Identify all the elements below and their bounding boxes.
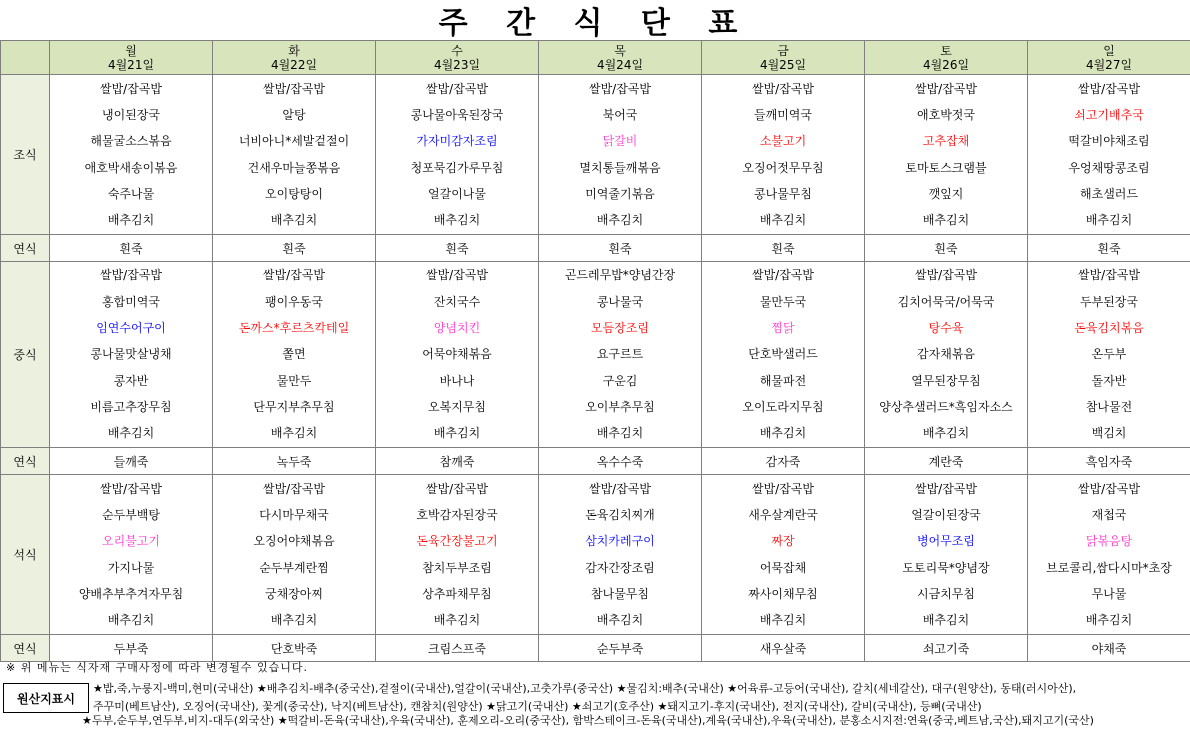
breakfast-label: 조식 (1, 75, 50, 235)
change-notice: ※ 위 메뉴는 식자재 구매사정에 따라 변경될수 있습니다. (6, 661, 308, 674)
menu-cell (865, 475, 1028, 635)
menu-item: 쌀밥/잡곡밥 (1077, 268, 1140, 283)
menu-item: 애호박새송이볶음 (84, 160, 178, 175)
menu-cell (50, 75, 213, 235)
menu-item: 배추김치 (270, 426, 318, 441)
snack-cell: 크림스프죽 (376, 635, 539, 662)
origin-line: ★밥,죽,누룽지-백미,현미(국내산) ★배추김치-배추(중국산),겉절이(국내산),얼갈이(국내산),고춧가루(중국산) ★물김치:배추(국내산) ★어육류-고등어(국내산), 갈치(세네갈산), 대구(원양산), 동태(러시아산), (93, 682, 1077, 695)
menu-item: 탕수육 (928, 321, 964, 336)
menu-item: 배추김치 (107, 613, 155, 628)
menu-item: 북어국 (602, 107, 638, 122)
menu-item: 배추김치 (107, 213, 155, 228)
menu-item: 돈까스*후르츠칵테일 (238, 321, 350, 336)
menu-item: 잔치국수 (433, 294, 481, 309)
menu-item: 궁채장아찌 (265, 586, 323, 601)
menu-item: 떡갈비야채조림 (1068, 134, 1150, 149)
menu-item: 쌀밥/잡곡밥 (262, 268, 325, 283)
menu-cell (376, 75, 539, 235)
menu-item: 물만두국 (759, 294, 807, 309)
menu-item: 해물파전 (759, 373, 807, 388)
menu-item: 콩나물아욱된장국 (410, 107, 504, 122)
day-header: 일 4월27일 (1028, 41, 1190, 75)
menu-item: 브로콜리,쌈다시마*초장 (1046, 560, 1172, 575)
menu-item: 숙주나물 (107, 186, 155, 201)
snack-cell: 계란죽 (865, 448, 1028, 475)
menu-item: 쌀밥/잡곡밥 (588, 81, 651, 96)
menu-item: 돈육김치찌개 (585, 507, 655, 522)
menu-cell (1028, 475, 1190, 635)
menu-item: 토마토스크램블 (905, 160, 987, 175)
day-header: 토 4월26일 (865, 41, 1028, 75)
menu-item: 쌀밥/잡곡밥 (425, 81, 488, 96)
dinner-snack-row (1, 635, 1190, 662)
menu-item: 쌀밥/잡곡밥 (914, 481, 977, 496)
menu-item: 배추김치 (1085, 613, 1133, 628)
menu-item: 배추김치 (433, 213, 481, 228)
menu-item: 다시마무채국 (259, 507, 329, 522)
menu-item: 새우살계란국 (748, 507, 818, 522)
menu-item: 배추김치 (922, 213, 970, 228)
menu-item: 배추김치 (107, 426, 155, 441)
menu-item: 팽이우동국 (265, 294, 323, 309)
menu-item: 건새우마늘쫑볶음 (247, 160, 341, 175)
menu-cell (50, 475, 213, 635)
day-header: 월 4월21일 (50, 41, 213, 75)
menu-cell (702, 262, 865, 448)
menu-item: 병어무조림 (917, 534, 975, 549)
menu-cell (865, 262, 1028, 448)
menu-item: 콩자반 (113, 373, 149, 388)
menu-item: 냉이된장국 (102, 107, 160, 122)
menu-item: 애호박젓국 (917, 107, 975, 122)
lunch-label: 중식 (1, 262, 50, 448)
menu-cell (1028, 262, 1190, 448)
menu-item: 재첩국 (1091, 507, 1127, 522)
menu-item: 배추김치 (596, 613, 644, 628)
dinner-row (1, 475, 1190, 635)
day-header: 목 4월24일 (539, 41, 702, 75)
menu-cell (376, 475, 539, 635)
menu-item: 순두부계란찜 (259, 560, 329, 575)
menu-item: 미역줄기볶음 (585, 186, 655, 201)
menu-cell (702, 475, 865, 635)
menu-item: 우엉채땅콩조림 (1068, 160, 1150, 175)
snack-cell: 흰죽 (702, 235, 865, 262)
menu-item: 오이탕탕이 (265, 186, 323, 201)
snack-cell: 흰죽 (213, 235, 376, 262)
menu-item: 콩나물무침 (754, 186, 812, 201)
menu-item: 삼치카레구이 (585, 534, 655, 549)
menu-cell (50, 262, 213, 448)
menu-item: 쫄면 (282, 347, 306, 362)
menu-item: 돈육김치볶음 (1074, 321, 1144, 336)
menu-item: 도토리묵*양념장 (902, 560, 990, 575)
menu-item: 쌀밥/잡곡밥 (425, 268, 488, 283)
menu-item: 콩나물국 (596, 294, 644, 309)
menu-item: 오이부추무침 (585, 399, 655, 414)
origin-line: ★두부,순두부,연두부,비지-대두(외국산) ★떡갈비-돈육(국내산),우육(국내산), 훈제오리-오리(중국산), 함박스테이크-돈육(국내산),계육(국내산),우육(국내산), 분홍소시지전:연육(중국,베트남,국산),돼지고기(국산) (82, 714, 1094, 727)
menu-item: 온두부 (1091, 347, 1127, 362)
menu-item: 감자채볶음 (917, 347, 975, 362)
snack-label: 연식 (1, 635, 50, 662)
day-header: 수 4월23일 (376, 41, 539, 75)
menu-item: 배추김치 (433, 426, 481, 441)
menu-cell (1028, 75, 1190, 235)
day-header-row (1, 41, 1190, 75)
menu-item: 어묵잡채 (759, 560, 807, 575)
snack-cell: 순두부죽 (539, 635, 702, 662)
menu-item: 시금치무침 (917, 586, 975, 601)
day-header: 화 4월22일 (213, 41, 376, 75)
menu-cell (213, 475, 376, 635)
snack-cell: 흰죽 (376, 235, 539, 262)
origin-line: 주꾸미(베트남산), 오징어(국내산), 꽃게(중국산), 낙지(베트남산), 캔참치(원양산) ★닭고기(국내산) ★쇠고기(호주산) ★돼지고기-후지(국내산), 전지(국내산), 갈비(국내산), 등뼈(국내산) (93, 700, 982, 713)
menu-item: 오징어젓무무침 (742, 160, 824, 175)
snack-cell: 흰죽 (865, 235, 1028, 262)
menu-item: 두부된장국 (1080, 294, 1138, 309)
menu-item: 배추김치 (270, 613, 318, 628)
menu-item: 쌀밥/잡곡밥 (262, 81, 325, 96)
menu-item: 모듬장조림 (591, 321, 649, 336)
menu-item: 홍합미역국 (102, 294, 160, 309)
snack-cell: 들깨죽 (50, 448, 213, 475)
menu-item: 순두부백탕 (102, 507, 160, 522)
snack-cell: 단호박죽 (213, 635, 376, 662)
menu-item: 가지나물 (107, 560, 155, 575)
snack-cell: 옥수수죽 (539, 448, 702, 475)
menu-cell (213, 75, 376, 235)
day-header: 금 4월25일 (702, 41, 865, 75)
snack-cell: 두부죽 (50, 635, 213, 662)
menu-item: 구운김 (602, 373, 638, 388)
menu-item: 바나나 (439, 373, 475, 388)
menu-item: 쌀밥/잡곡밥 (751, 268, 814, 283)
menu-cell (376, 262, 539, 448)
menu-item: 양념치킨 (433, 321, 481, 336)
menu-item: 배추김치 (759, 213, 807, 228)
menu-item: 물만두 (276, 373, 312, 388)
snack-label: 연식 (1, 235, 50, 262)
menu-item: 배추김치 (270, 213, 318, 228)
menu-item: 알탕 (282, 107, 306, 122)
menu-item: 양배추부추겨자무침 (78, 586, 184, 601)
menu-item: 소불고기 (759, 134, 807, 149)
menu-item: 배추김치 (433, 613, 481, 628)
menu-item: 청포묵김가루무침 (410, 160, 504, 175)
menu-item: 돈육간장불고기 (416, 534, 498, 549)
menu-item: 참나물무침 (591, 586, 649, 601)
menu-item: 단호박샐러드 (748, 347, 818, 362)
menu-item: 어묵야채볶음 (422, 347, 492, 362)
menu-item: 가자미감자조림 (416, 134, 498, 149)
menu-item: 배추김치 (922, 426, 970, 441)
menu-item: 짜장 (771, 534, 795, 549)
menu-item: 들깨미역국 (754, 107, 812, 122)
snack-cell: 녹두죽 (213, 448, 376, 475)
menu-item: 호박감자된장국 (416, 507, 498, 522)
menu-item: 찜닭 (771, 321, 795, 336)
menu-item: 곤드레무밥*양념간장 (564, 268, 676, 283)
menu-item: 쌀밥/잡곡밥 (99, 481, 162, 496)
corner-cell (1, 41, 50, 75)
menu-item: 요구르트 (596, 347, 644, 362)
menu-item: 배추김치 (596, 426, 644, 441)
menu-item: 오이도라지무침 (742, 399, 824, 414)
snack-cell: 야채죽 (1028, 635, 1190, 662)
menu-item: 양상추샐러드*흑임자소스 (879, 399, 1013, 414)
breakfast-row (1, 75, 1190, 235)
menu-item: 쌀밥/잡곡밥 (751, 481, 814, 496)
origin-label: 원산지표시 (3, 683, 89, 713)
page-title: 주 간 식 단 표 (438, 6, 752, 41)
menu-item: 참나물전 (1085, 399, 1133, 414)
breakfast-snack-row (1, 235, 1190, 262)
menu-item: 짜사이채무침 (748, 586, 818, 601)
menu-item: 오복지무침 (428, 399, 486, 414)
snack-cell: 참깨죽 (376, 448, 539, 475)
menu-item: 쌀밥/잡곡밥 (425, 481, 488, 496)
menu-cell (702, 75, 865, 235)
snack-label: 연식 (1, 448, 50, 475)
menu-item: 쌀밥/잡곡밥 (1077, 481, 1140, 496)
menu-item: 콩나물맛살냉채 (90, 347, 172, 362)
menu-item: 쌀밥/잡곡밥 (588, 481, 651, 496)
menu-item: 배추김치 (1085, 213, 1133, 228)
menu-item: 쌀밥/잡곡밥 (914, 81, 977, 96)
dinner-label: 석식 (1, 475, 50, 635)
menu-item: 쌀밥/잡곡밥 (99, 268, 162, 283)
menu-item: 감자간장조림 (585, 560, 655, 575)
snack-cell: 쇠고기죽 (865, 635, 1028, 662)
menu-item: 쌀밥/잡곡밥 (262, 481, 325, 496)
menu-item: 쌀밥/잡곡밥 (1077, 81, 1140, 96)
menu-item: 해물굴소스볶음 (90, 134, 172, 149)
lunch-snack-row (1, 448, 1190, 475)
menu-item: 오징어야채볶음 (253, 534, 335, 549)
lunch-row (1, 262, 1190, 448)
menu-item: 깻잎지 (928, 186, 964, 201)
menu-item: 배추김치 (759, 613, 807, 628)
origin-text (93, 680, 1076, 714)
snack-cell: 흰죽 (539, 235, 702, 262)
menu-item: 고추잡채 (922, 134, 970, 149)
menu-item: 김치어묵국/어묵국 (897, 294, 995, 309)
snack-cell: 흑임자죽 (1028, 448, 1190, 475)
menu-item: 얼갈이된장국 (911, 507, 981, 522)
menu-item: 상추파채무침 (422, 586, 492, 601)
snack-cell: 흰죽 (1028, 235, 1190, 262)
menu-item: 돌자반 (1091, 373, 1127, 388)
menu-item: 너비아니*세발겉절이 (238, 134, 350, 149)
menu-item: 백김치 (1091, 426, 1127, 441)
menu-item: 쌀밥/잡곡밥 (99, 81, 162, 96)
menu-item: 참치두부조림 (422, 560, 492, 575)
menu-item: 단무지부추무침 (253, 399, 335, 414)
menu-item: 쌀밥/잡곡밥 (751, 81, 814, 96)
menu-cell (539, 75, 702, 235)
weekly-menu-table (0, 40, 1190, 662)
menu-item: 얼갈이나물 (428, 186, 486, 201)
menu-cell (539, 475, 702, 635)
menu-cell (213, 262, 376, 448)
menu-item: 비름고추장무침 (90, 399, 172, 414)
menu-item: 닭갈비 (602, 134, 638, 149)
menu-item: 쌀밥/잡곡밥 (914, 268, 977, 283)
menu-item: 닭볶음탕 (1085, 534, 1133, 549)
menu-item: 배추김치 (596, 213, 644, 228)
menu-item: 배추김치 (922, 613, 970, 628)
menu-item: 임연수어구이 (96, 321, 166, 336)
menu-item: 멸치통들깨볶음 (579, 160, 661, 175)
menu-item: 오리불고기 (102, 534, 160, 549)
menu-cell (539, 262, 702, 448)
snack-cell: 흰죽 (50, 235, 213, 262)
menu-item: 열무된장무침 (911, 373, 981, 388)
menu-cell (865, 75, 1028, 235)
snack-cell: 새우살죽 (702, 635, 865, 662)
snack-cell: 감자죽 (702, 448, 865, 475)
menu-item: 쇠고기배추국 (1074, 107, 1144, 122)
menu-item: 해초샐러드 (1080, 186, 1138, 201)
menu-item: 배추김치 (759, 426, 807, 441)
menu-item: 무나물 (1091, 586, 1127, 601)
